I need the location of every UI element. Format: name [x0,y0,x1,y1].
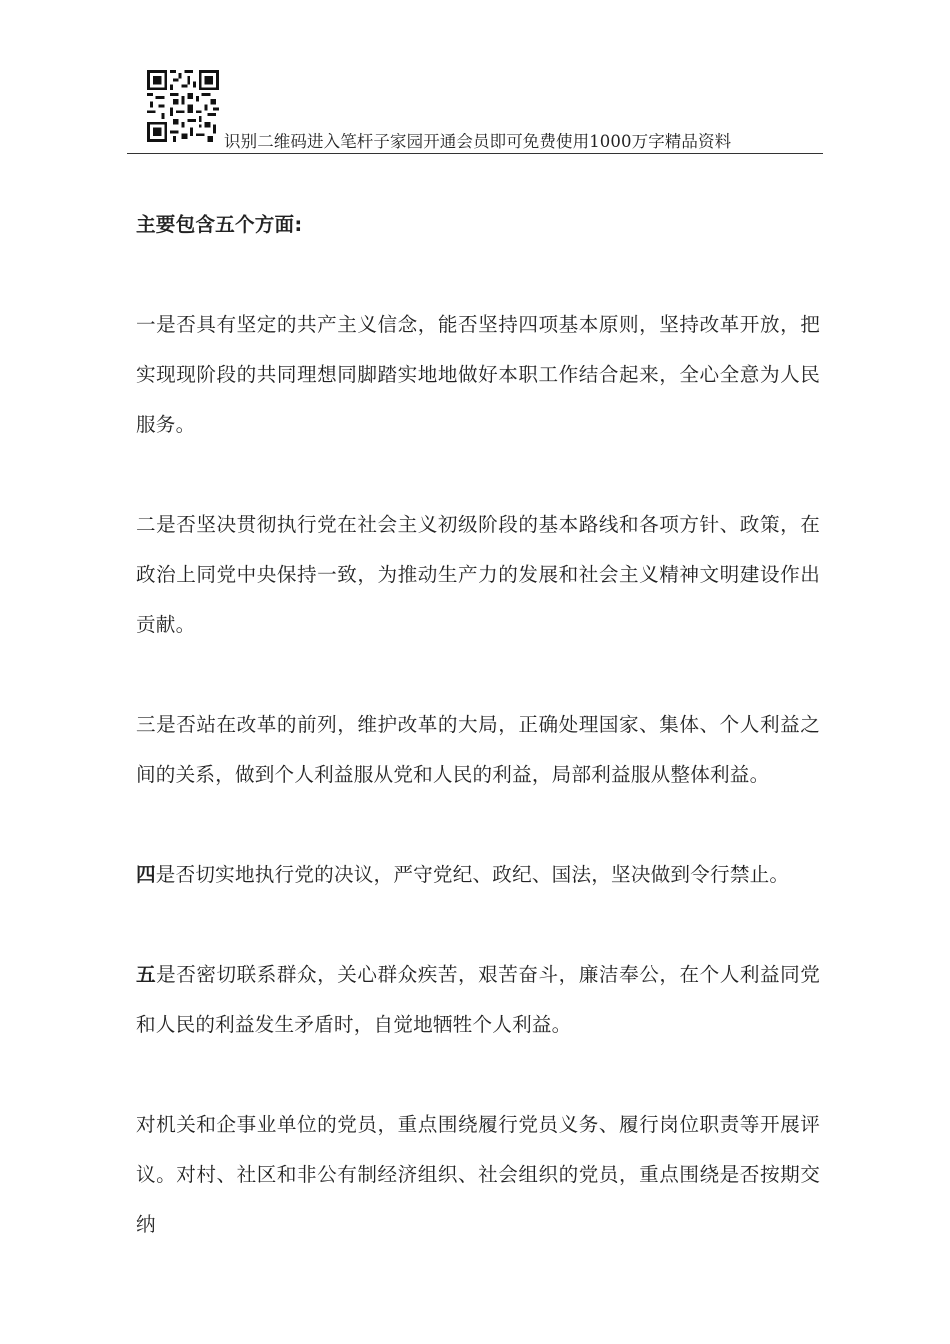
header-promo-text: 识别二维码进入笔杆子家园开通会员即可免费使用1000万字精品资料 [224,132,732,151]
paragraph-5 [136,950,820,1050]
paragraph-1 [136,300,820,450]
paragraph-text: 三是否站在改革的前列，维护改革的大局，正确处理国家、集体、个人利益之间的关系，做到个人利益服从党和人民的利益，局部利益服从整体利益。 [136,713,820,786]
qr-code-icon [147,70,219,142]
paragraph-text: 一是否具有坚定的共产主义信念，能否坚持四项基本原则，坚持改革开放，把实现现阶段的共同理想同脚踏实地地做好本职工作结合起来，全心全意为人民服务。 [136,313,820,436]
paragraph-2 [136,500,820,650]
paragraph-4 [136,850,820,900]
section-heading: 主要包含五个方面: [136,213,303,236]
paragraph-text: 二是否坚决贯彻执行党在社会主义初级阶段的基本路线和各项方针、政策，在政治上同党中央保持一致，为推动生产力的发展和社会主义精神文明建设作出贡献。 [136,513,820,636]
page-header [127,66,823,154]
paragraph-lead: 四 [136,863,156,886]
paragraph-text: 是否切实地执行党的决议，严守党纪、政纪、国法，坚决做到令行禁止。 [155,863,790,886]
paragraph-6 [136,1100,820,1250]
paragraph-3 [136,700,820,800]
document-body [136,200,820,1300]
paragraph-lead: 五 [136,963,157,986]
paragraph-text: 对机关和企事业单位的党员，重点围绕履行党员义务、履行岗位职责等开展评议。对村、社区和非公有制经济组织、社会组织的党员，重点围绕是否按期交纳 [136,1113,820,1236]
paragraph-text: 是否密切联系群众，关心群众疾苦，艰苦奋斗，廉洁奉公，在个人利益同党和人民的利益发生矛盾时，自觉地牺牲个人利益。 [136,963,820,1036]
